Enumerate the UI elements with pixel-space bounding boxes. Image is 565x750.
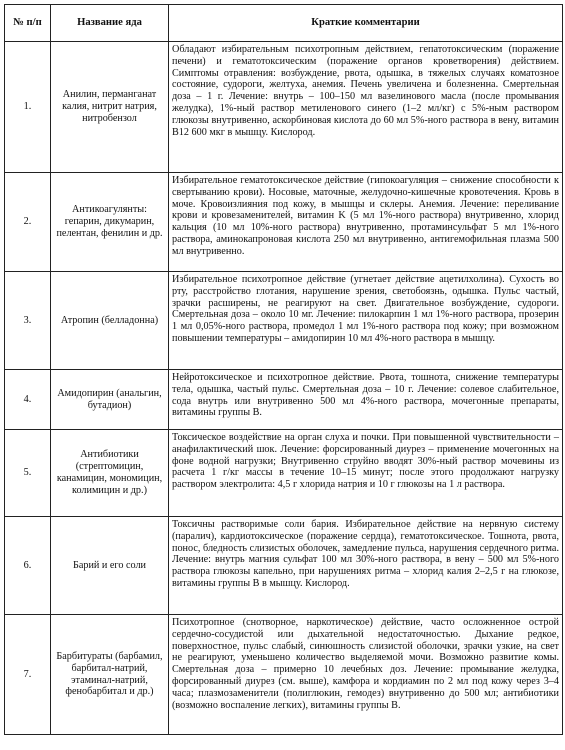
table-row <box>5 370 563 430</box>
table-row <box>5 42 563 173</box>
row-number: 5. <box>5 430 51 517</box>
row-number: 1. <box>5 42 51 173</box>
page <box>4 4 562 735</box>
poison-comment: Нейротоксическое и психотропное действие. Рвота, тошнота, снижение температуры тела, одышка, частый пульс. Смертельная доза – 10 г. Лечение: солевое слабительное, сода внутрь или внутривенно 500 мл 4%-ного раствора, мочегонные препараты, витамины группы B. <box>169 370 563 430</box>
table-row <box>5 173 563 272</box>
poisons-table <box>4 4 563 735</box>
poison-name: Атропин (белладонна) <box>51 272 169 370</box>
table-row <box>5 430 563 517</box>
poison-comment: Токсичны растворимые соли бария. Избирательное действие на нервную систему (паралич), кардиотоксическое (поражение сердца), гематотоксическое. Тошнота, рвота, понос, бледность слизистых оболочек, замедление пульса, нарушения сердечного ритма. Лечение: внутрь магния сульфат 100 мл 30%-ного раствора, в вену – 500 мл 5%-ного раствора глюкозы капельно, при нарушениях ритма – хлорид калия 2–2,5 г на глюкозе, витамины группы B в мышцу. Кислород. <box>169 517 563 615</box>
row-number: 2. <box>5 173 51 272</box>
table-header-row <box>5 5 563 42</box>
poison-name: Анилин, перманганат калия, нитрит натрия, нитробензол <box>51 42 169 173</box>
poison-name: Барий и его соли <box>51 517 169 615</box>
poison-comment: Психотропное (снотворное, наркотическое) действие, часто осложненное острой сердечно-сосудистой или дыхательной недостаточностью. Дыхание редкое, поверхностное, пульс слабый, синюшность слизистой оболочки, зрачки узкие, на свет не реагируют, уменьшено количество выделяемой мочи. Возможно развитие комы. Смертельная доза – примерно 10 лечебных доз. Лечение: промывание желудка, форсированный диурез (см. выше), камфора и кордиамин по 2 мл под кожу через 3–4 часа; плазмозаменители (полиглюкин, гемодез) внутривенно до 500 мл; антибиотики (возможно воспаление легких), витамины группы B. <box>169 615 563 735</box>
poison-comment: Обладают избирательным психотропным действием, гепатотоксическим (поражение печени) и гематотоксическим (поражение органов кроветворения) действием. Симптомы отравления: возбуждение, рвота, одышка, в тяжелых случаях коматозное состояние, судороги, желтуха, анемия. Печень увеличена и болезненна. Смертельная доза – 1 г. Лечение: внутрь – 100–150 мл вазелинового масла (после промывания желудка), 1%-ный раствор метиленового синего (1–2 мл/кг) с 5%-ным раствором глюкозы внутривенно, аскорбиновая кислота до 60 мл 5%-ного раствора в вену, витамин B12 600 мкг в мышцу. Кислород. <box>169 42 563 173</box>
poison-comment: Избирательное психотропное действие (угнетает действие ацетилхолина). Сухость во рту, расстройство глотания, нарушение зрения, светобоязнь, одышка. Пульс частый, зрачки расширены, не реагируют на свет. Двигательное возбуждение, судороги. Смертельная доза – около 10 мг. Лечение: пилокарпин 1 мл 1%-ного раствора, прозерин 1 мл 0,05%-ного раствора, промедол 1 мл 1%-ного раствора под кожу; при возможном повышении температуры – амидопирин 10 мл 4%-ного раствора в мышцу. <box>169 272 563 370</box>
row-number: 3. <box>5 272 51 370</box>
poison-name: Амидопирин (анальгин, бутадион) <box>51 370 169 430</box>
poison-name: Антибиотики (стрептомицин, канамицин, мономицин, колимицин и др.) <box>51 430 169 517</box>
row-number: 7. <box>5 615 51 735</box>
poison-comment: Токсическое воздействие на орган слуха и почки. При повышенной чувствительности – анафилактический шок. Лечение: форсированный диурез – применение мочегонных на фоне водной нагрузки; Внутривенно струйно вводят 30%-ный раствор мочевины из расчета 1 г/кг массы в течение 10–15 минут; после этого продолжают нагрузку раствором электролита: 4,5 г хлорида натрия и 10 г глюкозы на 1 л раствора. <box>169 430 563 517</box>
table-row <box>5 272 563 370</box>
poison-name: Барбитураты (барбамил, барбитал-натрий, этаминал-натрий, фенобарбитал и др.) <box>51 615 169 735</box>
table-row <box>5 517 563 615</box>
table-row <box>5 615 563 735</box>
header-poison-name: Название яда <box>51 5 169 42</box>
poison-comment: Избирательное гематотоксическое действие (гипокоагуляция – снижение способности к свертыванию крови). Носовые, маточные, желудочно-кишечные кровотечения. Кровь в моче. Кровоизлияния под кожу, в мышцы и склеры. Анемия. Лечение: переливание крови и кровезаменителей, витамин K (5 мл 1%-ного раствора) внутривенно, хлорид кальция (10 мл 10%-ного раствора) внутривенно, протаминсульфат 5 мл 1%-ного раствора, аминокапроновая кислота 250 мл внутривенно, антигемофильная плазма 500 мл внутривенно. <box>169 173 563 272</box>
header-comments: Краткие комментарии <box>169 5 563 42</box>
row-number: 4. <box>5 370 51 430</box>
header-number: № п/п <box>5 5 51 42</box>
row-number: 6. <box>5 517 51 615</box>
poison-name: Антикоагулянты: гепарин, дикумарин, пелентан, фенилин и др. <box>51 173 169 272</box>
